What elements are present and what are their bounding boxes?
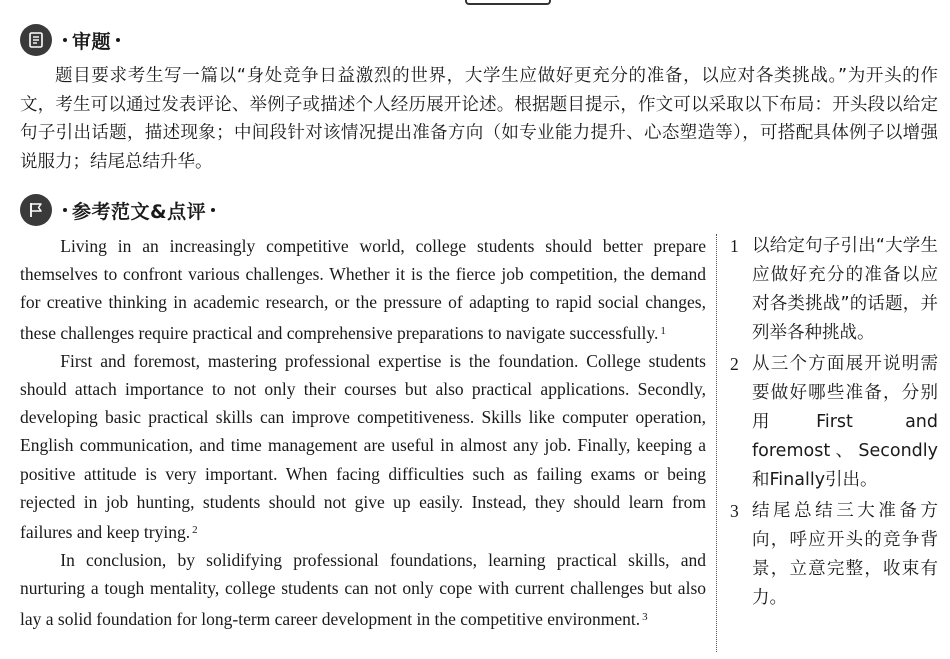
sample-essay xyxy=(20,232,706,633)
footnote-mark: 3 xyxy=(642,610,648,623)
note-text: 以给定句子引出“大学生应做好充分的准备以应对各类挑战”的话题，并列举各种挑战。 xyxy=(752,236,938,343)
note-text: 从三个方面展开说明需要做好哪些准备，分别用First and foremost、Secondly和Finally引出。 xyxy=(752,354,938,490)
essay-paragraph-2: First and foremost, mastering professional expertise is the foundation. College students should attach importance to not only their courses but also practical applications. Secondly, developing basic practical skills can improve competitiveness. Skills like computer operation, English communication, and time management are useful in almost any job. Finally, keeping a positive attitude is very important. When facing difficulties such as failing exams or being rejected in job hunting, students should not give up easily. Instead, they should learn from failures and keep trying. $^2$ xyxy=(20,350,706,543)
sample-title: 参考范文&点评 xyxy=(72,200,207,223)
flag-icon xyxy=(20,194,52,226)
commentary-notes xyxy=(730,232,938,615)
note-item xyxy=(730,350,938,495)
note-text: 结尾总结三大准备方向，呼应开头的竞争背景，立意完整，收束有力。 xyxy=(752,501,938,608)
footnote-mark: 1 xyxy=(660,324,666,337)
bullet-dot xyxy=(63,38,67,42)
essay-paragraph-1: Living in an increasingly competitive world, college students should better prepare themselves to confront various challenges. Whether it is the fierce job competition, the demand for creative thinking in academic research, or the pressure of adapting to rapid social changes, these challenges require practical and comprehensive preparations to navigate successfully. $^1$ xyxy=(20,236,706,343)
top-tab-edge xyxy=(465,0,551,5)
sample-section-header xyxy=(20,194,220,226)
essay-paragraph-3: In conclusion, by solidifying professional foundations, learning practical skills, and nurturing a tough mentality, college students can not only cope with current challenges but also lay a solid foundation for long-term career development in the competitive environment. $^3$ xyxy=(20,550,706,629)
bullet-dot xyxy=(63,208,67,212)
analysis-text: 题目要求考生写一篇以“身处竞争日益激烈的世界，大学生应做好更充分的准备，以应对各类挑战。”为开头的作文，考生可以通过发表评论、举例子或描述个人经历展开论述。根据题目提示，作文可以采取以下布局：开头段以给定句子引出话题，描述现象；中间段针对该情况提出准备方向（如专业能力提升、心态塑造等），可搭配具体例子以增强说服力；结尾总结升华。 xyxy=(20,66,938,172)
note-number: 3 xyxy=(730,501,739,521)
analysis-title: 审题 xyxy=(72,30,112,53)
note-number: 2 xyxy=(730,354,739,374)
bullet-dot xyxy=(211,208,215,212)
analysis-section-header xyxy=(20,24,125,56)
note-item xyxy=(730,232,938,348)
column-divider xyxy=(716,234,717,652)
document-icon xyxy=(20,24,52,56)
footnote-mark: 2 xyxy=(192,524,198,537)
note-number: 1 xyxy=(730,236,739,256)
bullet-dot xyxy=(116,38,120,42)
note-item xyxy=(730,497,938,613)
